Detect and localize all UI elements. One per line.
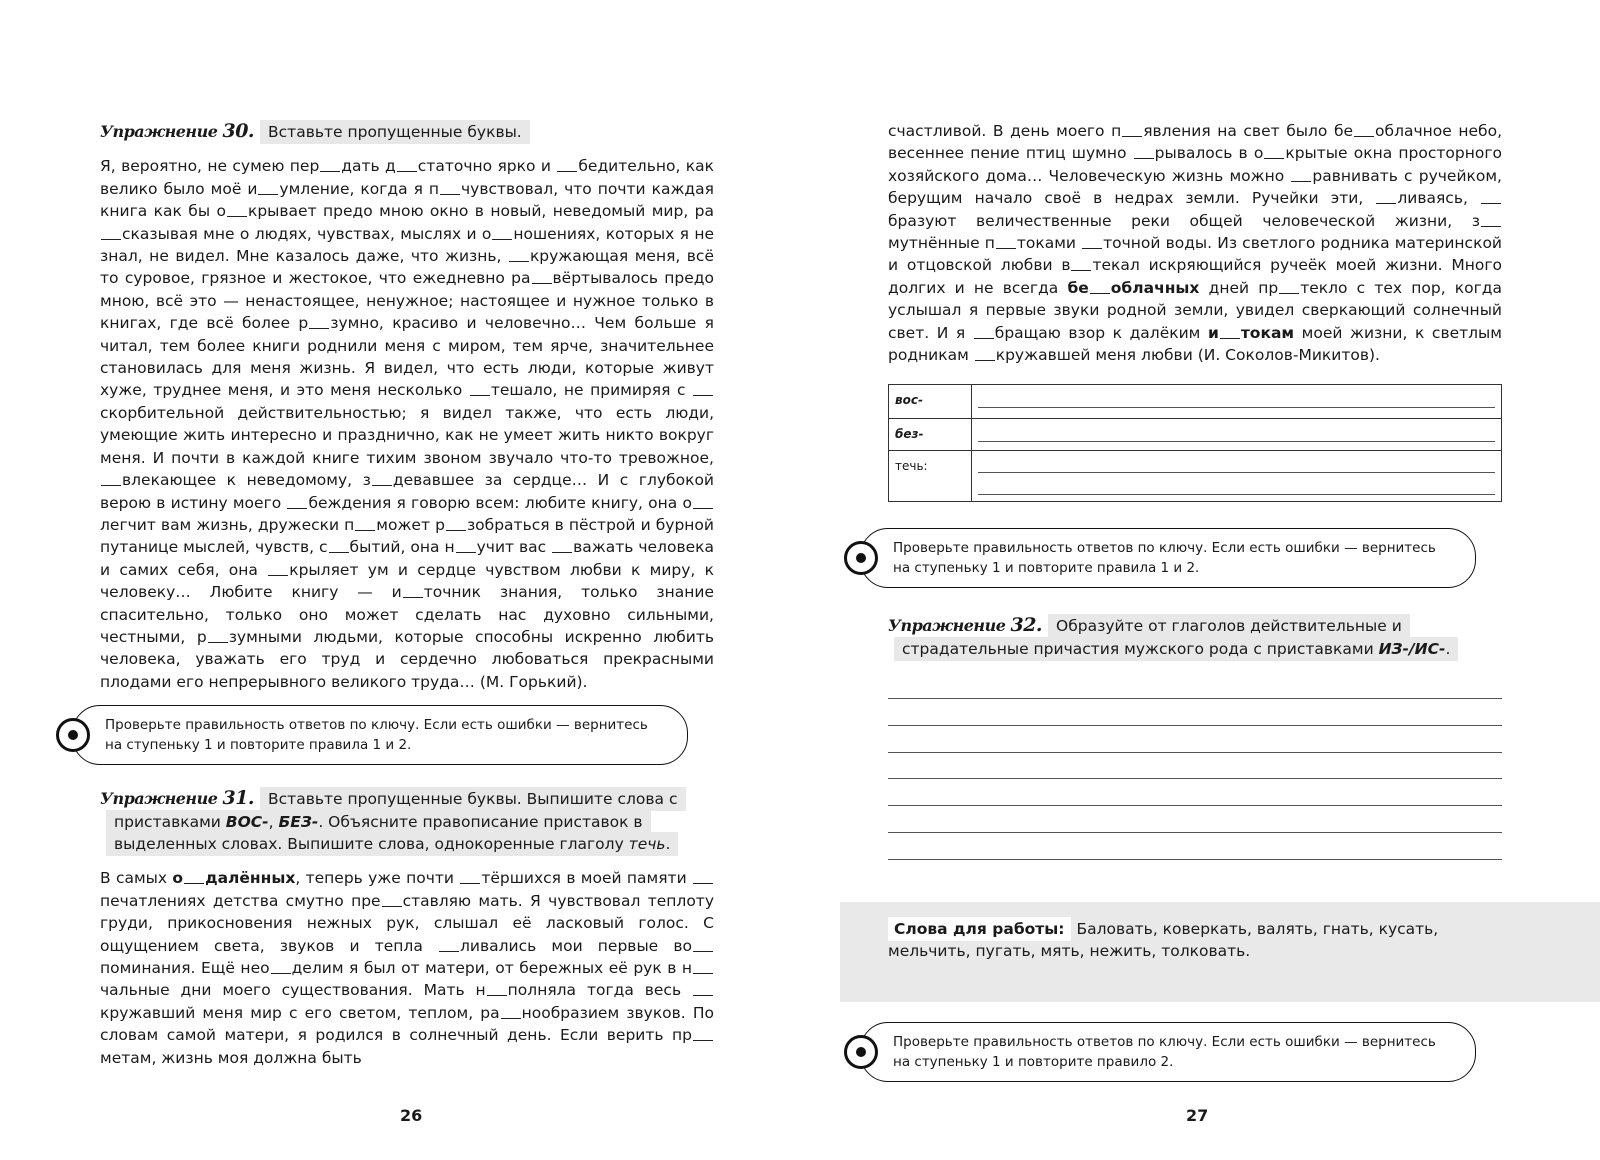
blank[interactable] (693, 980, 713, 996)
blank[interactable] (397, 156, 417, 172)
blank[interactable] (693, 958, 713, 974)
answer-table (888, 384, 1502, 502)
blank[interactable] (1354, 121, 1374, 137)
blank[interactable] (532, 268, 552, 284)
blank[interactable] (501, 1003, 521, 1019)
blank[interactable] (1082, 233, 1102, 249)
target-icon (56, 718, 90, 752)
blank[interactable] (1071, 255, 1091, 271)
blank[interactable] (372, 470, 392, 486)
blank[interactable] (227, 201, 247, 217)
blank[interactable] (974, 323, 994, 339)
write-line[interactable] (978, 451, 1495, 473)
blank[interactable] (460, 868, 480, 884)
blank[interactable] (693, 936, 713, 952)
write-line[interactable] (888, 699, 1502, 726)
write-line[interactable] (888, 672, 1502, 699)
words-for-work (888, 918, 1508, 963)
blank[interactable] (184, 868, 204, 884)
blank[interactable] (1279, 278, 1299, 294)
row-label-vos: вос- (889, 385, 972, 419)
write-line[interactable] (978, 419, 1495, 442)
blank[interactable] (382, 891, 402, 907)
blank[interactable] (1376, 188, 1396, 204)
write-line[interactable] (888, 833, 1502, 860)
right-page (888, 120, 1502, 860)
answer-check-note: Проверьте правильность ответов по ключу. Если есть ошибки — вернитесь на ступеньку 1 и повторите правило 2. (860, 1022, 1476, 1082)
blank[interactable] (693, 868, 713, 884)
blank[interactable] (439, 936, 459, 952)
blank[interactable] (487, 980, 507, 996)
write-line[interactable] (978, 385, 1495, 408)
words-list: Баловать, коверкать, валять, гнать, кусать, мельчить, пугать, мять, нежить, толковать. (888, 920, 1439, 961)
blank[interactable] (470, 380, 490, 396)
answer-check-note: Проверьте правильность ответов по ключу. Если есть ошибки — вернитесь на ступеньку 1 и повторите правила 1 и 2. (72, 705, 688, 765)
exercise-30-header (100, 120, 714, 143)
blank[interactable] (271, 958, 291, 974)
exercise-31-task: Вставьте пропущенные буквы. Выпишите слова с приставками ВОС-, БЕЗ-. Объясните правописание приставок в выделенных словах. Выпишите слова, однокоренные глаголу течь. (106, 787, 686, 856)
blank[interactable] (208, 627, 228, 643)
row-label-tech: течь: (889, 451, 972, 502)
blank[interactable] (287, 493, 307, 509)
blank[interactable] (1090, 278, 1110, 294)
blank[interactable] (1220, 323, 1240, 339)
blank[interactable] (1291, 166, 1311, 182)
blank[interactable] (1481, 188, 1501, 204)
blank[interactable] (693, 1025, 713, 1041)
blank[interactable] (101, 470, 121, 486)
answer-check-note: Проверьте правильность ответов по ключу. Если есть ошибки — вернитесь на ступеньку 1 и повторите правила 1 и 2. (860, 528, 1476, 588)
page-number-left: 26 (400, 1106, 423, 1125)
blank[interactable] (1481, 211, 1501, 227)
page-number-right: 27 (1186, 1106, 1209, 1125)
blank[interactable] (440, 179, 460, 195)
blank[interactable] (996, 233, 1016, 249)
blank[interactable] (509, 246, 529, 262)
write-line[interactable] (888, 779, 1502, 806)
table-row (889, 451, 1502, 502)
exercise-30-task: Вставьте пропущенные буквы. (260, 120, 530, 144)
write-line[interactable] (888, 726, 1502, 753)
blank[interactable] (1134, 143, 1154, 159)
answer-lines (888, 672, 1502, 860)
blank[interactable] (1264, 143, 1284, 159)
target-icon (844, 1035, 878, 1069)
exercise-31-text: В самых о далённых, теперь уже почти тёршихся в моей памяти печатлениях детства смутно пре ставляю мать. Я чувствовал теплоту груди, прикосновения нежных рук, слышал её ласковый голос. С ощущением света, звуков и тепла ливались мои первые вопоминания. Ещё нео делим я был от матери, от бережных её рук в нчальные дни моего существования. Мать н полняла тогда весь кружавший меня мир с его светом, теплом, ра нообразием звуков. По словам самой матери, я родился в солнечный день. Если верить прметам, жизнь моя должна быть (100, 869, 714, 1067)
blank[interactable] (693, 380, 713, 396)
blank[interactable] (693, 493, 713, 509)
blank[interactable] (492, 224, 512, 240)
blank[interactable] (552, 537, 572, 553)
write-line[interactable] (888, 753, 1502, 780)
blank[interactable] (329, 537, 349, 553)
blank[interactable] (101, 224, 121, 240)
blank[interactable] (557, 156, 577, 172)
blank[interactable] (258, 179, 278, 195)
exercise-32-task: Образуйте от глаголов действительные и страдательные причастия мужского рода с приставками ИЗ-/ИС-. (894, 614, 1458, 660)
write-line[interactable] (888, 806, 1502, 833)
exercise-31-header (100, 787, 714, 855)
left-page (100, 120, 714, 1069)
blank[interactable] (268, 560, 288, 576)
blank[interactable] (975, 345, 995, 361)
words-label: Слова для работы: (888, 917, 1071, 941)
blank[interactable] (355, 515, 375, 531)
blank[interactable] (1122, 121, 1142, 137)
table-row (889, 419, 1502, 451)
exercise-30-label: Упражнение 30. (100, 120, 255, 142)
blank[interactable] (320, 156, 340, 172)
table-row (889, 385, 1502, 419)
blank[interactable] (456, 537, 476, 553)
exercise-32-header (888, 614, 1502, 660)
exercise-31-text-continued: счастливой. В день моего п явления на свет было бе облачное небо, весеннее пение птиц шумно рывалось в о крытые окна просторного хозяйского дома… Человеческую жизнь можно равнивать с ручейком, берущим начало своё в недрах земли. Ручейки эти, ливаясь, бразуют величественные реки общей человеческой жизни, змутнённые п токами точной воды. Из светлого родника материнской и отцовской любви в текал искряющийся ручеёк моей жизни. Много долгих и не всегда бе облачных дней пр текло с тех пор, когда услышал я первые звуки родной земли, увидел сверкающий солнечный свет. И я бращаю взор к далёким и токам моей жизни, к светлым родникам кружавшей меня любви (И. Соколов-Микитов). (888, 122, 1503, 365)
blank[interactable] (403, 582, 423, 598)
target-icon (844, 541, 878, 575)
exercise-32-label: Упражнение 32. (888, 614, 1043, 637)
exercise-31-label: Упражнение 31. (100, 787, 255, 810)
bottom-check-wrap (888, 1022, 1502, 1082)
row-label-bez: без- (889, 419, 972, 451)
blank[interactable] (309, 313, 329, 329)
blank[interactable] (446, 515, 466, 531)
write-line[interactable] (978, 473, 1495, 495)
exercise-30-text: Я, вероятно, не сумею пер дать д статочно ярко и бедительно, как велико было моё и умление, когда я п чувствовал, что почти каждая книга как бы о крывает предо мною окно в новый, неведомый мир, расказывая мне о людях, чувствах, мыслях и о ношениях, которых я не знал, не видел. Мне казалось даже, что жизнь, кружающая меня, всё то суровое, грязное и жестокое, что ежедневно ра вёртывалось предо мною, всё это — ненастоящее, ненужное; настоящее и нужное только в книгах, где всё более р зумно, красиво и человечно… Чем больше я читал, тем более книги роднили меня с миром, тем ярче, значительнее становилась для меня жизнь. Я видел, что есть люди, которые живут хуже, труднее меня, и это меня несколько тешало, не примиряя с скорбительной действительностью; я видел также, что есть люди, умеющие жить интересно и празднично, как не умеет жить никто вокруг меня. И почти в каждой книге тихим звоном звучало что-то тревожное, влекающее к неведомому, з девавшее за сердце… И с глубокой верою в истину моего беждения я говорю всем: любите книгу, она олегчит вам жизнь, дружески п может р зобраться в пёстрой и бурной путанице мыслей, чувств, с бытий, она н учит вас важать человека и самих себя, она крыляет ум и сердце чувством любви к миру, к человеку… Любите книгу — и точник знания, только знание спасительно, только оно может сделать нас духовно сильными, честными, р зумными людьми, которые способны искренно любить человека, уважать его труд и сердечно любоваться прекрасными плодами его непрерывного великого труда… (М. Горький). (100, 157, 715, 691)
